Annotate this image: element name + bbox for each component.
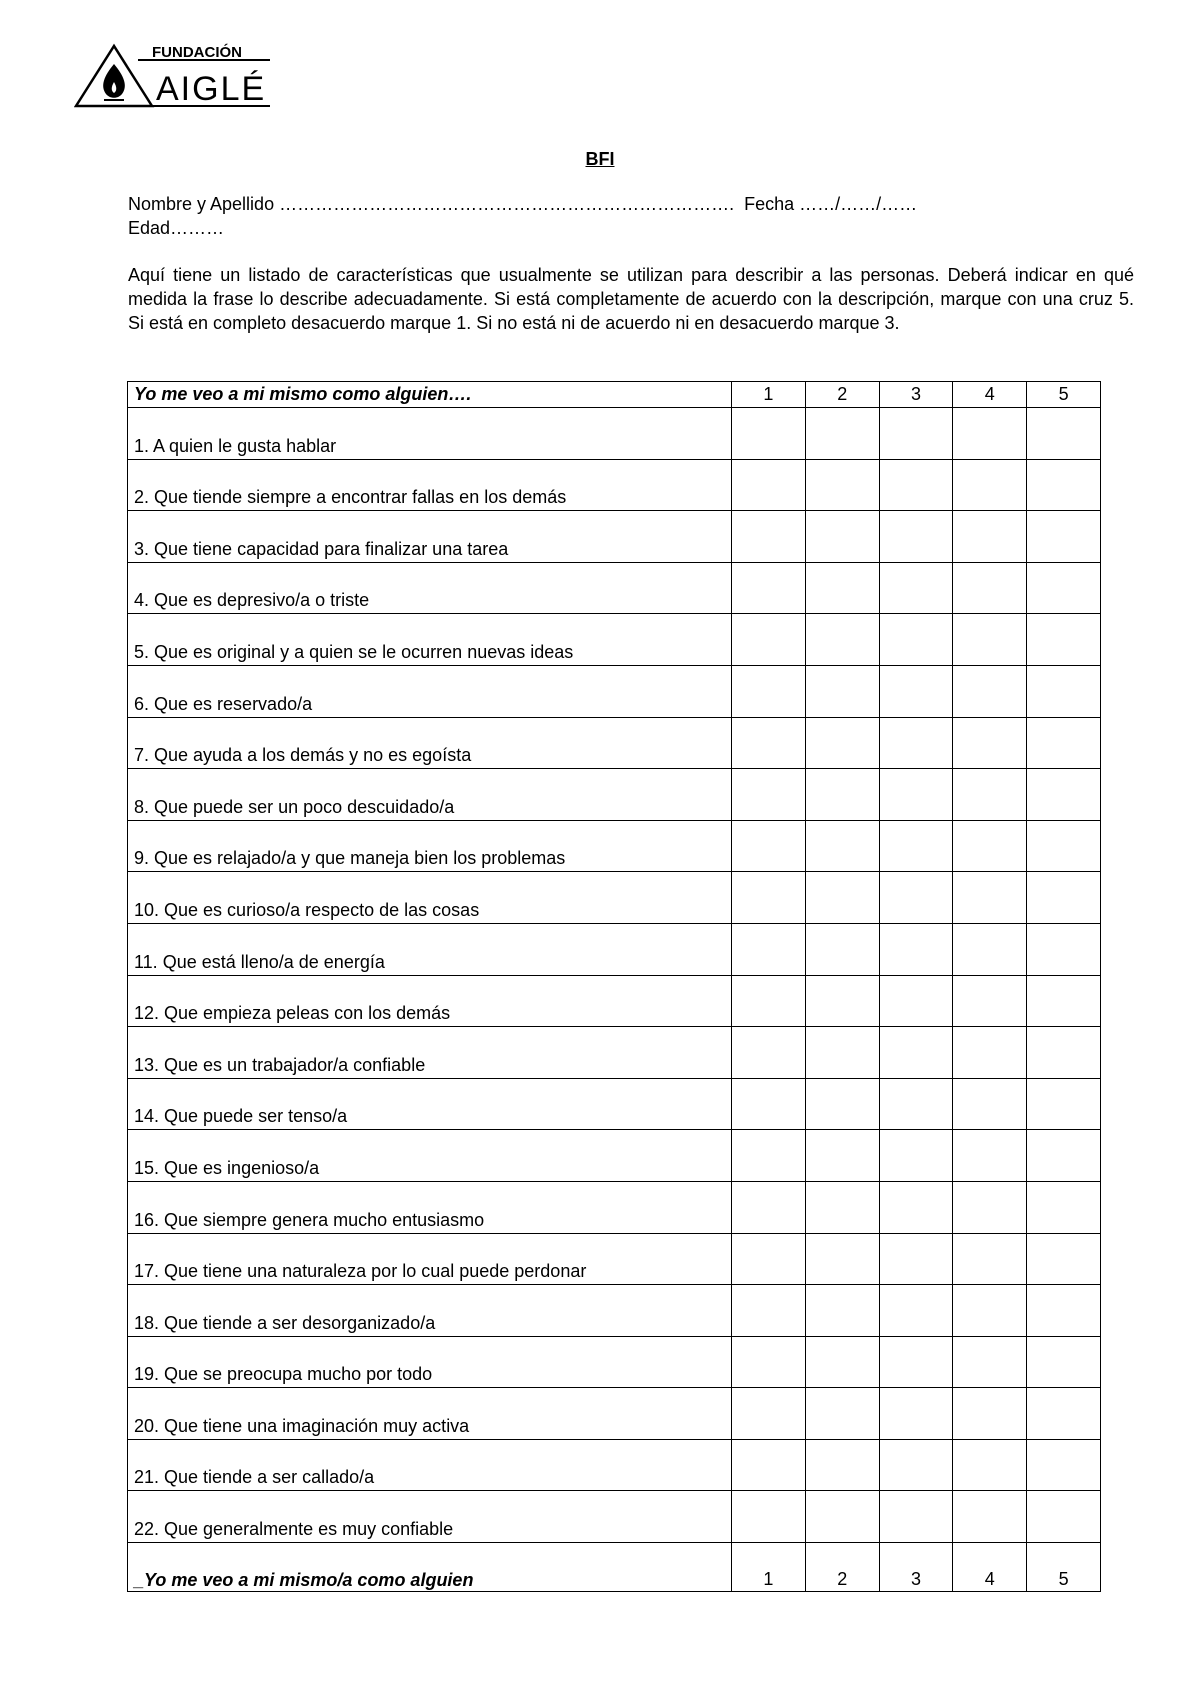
table-header-label: Yo me veo a mi mismo como alguien…. [128, 382, 732, 408]
bfi-questionnaire-table [127, 381, 1101, 1592]
answer-cell-4[interactable] [953, 717, 1027, 769]
item-label: 9. Que es relajado/a y que maneja bien los problemas [128, 820, 732, 872]
answer-cell-3[interactable] [879, 1439, 953, 1491]
name-date-fields[interactable]: Nombre y Apellido …………………………………………………………………. Fecha ……/……/…… [128, 194, 918, 214]
item-label: 11. Que está lleno/a de energía [128, 923, 732, 975]
answer-cell-1[interactable] [732, 872, 806, 924]
table-row [128, 1181, 1101, 1233]
answer-cell-5[interactable] [1027, 717, 1101, 769]
answer-cell-3[interactable] [879, 1233, 953, 1285]
answer-cell-4[interactable] [953, 1285, 1027, 1337]
answer-cell-2[interactable] [805, 1491, 879, 1543]
answer-cell-2[interactable] [805, 1233, 879, 1285]
table-row [128, 872, 1101, 924]
answer-cell-3[interactable] [879, 923, 953, 975]
answer-cell-4[interactable] [953, 923, 1027, 975]
answer-cell-1[interactable] [732, 1491, 806, 1543]
answer-cell-5[interactable] [1027, 872, 1101, 924]
answer-cell-2[interactable] [805, 1130, 879, 1182]
answer-cell-3[interactable] [879, 562, 953, 614]
item-label: 22. Que generalmente es muy confiable [128, 1491, 732, 1543]
item-label: 4. Que es depresivo/a o triste [128, 562, 732, 614]
answer-cell-2[interactable] [805, 923, 879, 975]
answer-cell-4[interactable] [953, 1388, 1027, 1440]
answer-cell-1[interactable] [732, 562, 806, 614]
item-label: 20. Que tiene una imaginación muy activa [128, 1388, 732, 1440]
item-label: 6. Que es reservado/a [128, 665, 732, 717]
answer-cell-3[interactable] [879, 872, 953, 924]
answer-cell-5[interactable] [1027, 1181, 1101, 1233]
answer-cell-3[interactable] [879, 408, 953, 460]
table-row [128, 1439, 1101, 1491]
answer-cell-2[interactable] [805, 665, 879, 717]
item-label: 13. Que es un trabajador/a confiable [128, 1027, 732, 1079]
page-title: BFI [585, 149, 615, 169]
answer-cell-1[interactable] [732, 1078, 806, 1130]
item-label: 14. Que puede ser tenso/a [128, 1078, 732, 1130]
column-footer-3: 3 [879, 1543, 953, 1592]
column-header-2: 2 [805, 382, 879, 408]
answer-cell-1[interactable] [732, 1388, 806, 1440]
item-label: 12. Que empieza peleas con los demás [128, 975, 732, 1027]
table-row [128, 665, 1101, 717]
table-row [128, 1336, 1101, 1388]
table-row [128, 820, 1101, 872]
flame-triangle-icon [76, 46, 152, 106]
answer-cell-5[interactable] [1027, 459, 1101, 511]
column-footer-1: 1 [732, 1543, 806, 1592]
answer-cell-1[interactable] [732, 975, 806, 1027]
answer-cell-4[interactable] [953, 872, 1027, 924]
table-row [128, 769, 1101, 821]
answer-cell-3[interactable] [879, 459, 953, 511]
answer-cell-2[interactable] [805, 1181, 879, 1233]
answer-cell-5[interactable] [1027, 1078, 1101, 1130]
answer-cell-5[interactable] [1027, 1388, 1101, 1440]
table-row [128, 1285, 1101, 1337]
table-header-row [128, 382, 1101, 408]
answer-cell-3[interactable] [879, 511, 953, 563]
item-label: 2. Que tiende siempre a encontrar fallas en los demás [128, 459, 732, 511]
column-footer-4: 4 [953, 1543, 1027, 1592]
answer-cell-4[interactable] [953, 562, 1027, 614]
answer-cell-1[interactable] [732, 408, 806, 460]
answer-cell-3[interactable] [879, 1336, 953, 1388]
item-label: 8. Que puede ser un poco descuidado/a [128, 769, 732, 821]
answer-cell-3[interactable] [879, 1027, 953, 1079]
answer-cell-4[interactable] [953, 665, 1027, 717]
answer-cell-3[interactable] [879, 769, 953, 821]
answer-cell-2[interactable] [805, 1336, 879, 1388]
answer-cell-5[interactable] [1027, 1491, 1101, 1543]
answer-cell-5[interactable] [1027, 1439, 1101, 1491]
column-footer-2: 2 [805, 1543, 879, 1592]
item-label: 7. Que ayuda a los demás y no es egoísta [128, 717, 732, 769]
answer-cell-3[interactable] [879, 1130, 953, 1182]
item-label: 3. Que tiene capacidad para finalizar una tarea [128, 511, 732, 563]
answer-cell-5[interactable] [1027, 1285, 1101, 1337]
table-row [128, 511, 1101, 563]
answer-cell-5[interactable] [1027, 1027, 1101, 1079]
fundacion-aigle-logo [74, 42, 272, 110]
instructions: Aquí tiene un listado de características que usualmente se utilizan para describir a las personas. Deberá indicar en qué medida la frase lo describe adecuadamente. Si está completamente de acuerdo con la descripción, marque con una cruz 5. Si está en completo desacuerdo marque 1. Si no está ni de acuerdo ni en desacuerdo marque 3. [128, 265, 1134, 333]
answer-cell-1[interactable] [732, 459, 806, 511]
answer-cell-5[interactable] [1027, 511, 1101, 563]
table-row [128, 717, 1101, 769]
answer-cell-4[interactable] [953, 1130, 1027, 1182]
answer-cell-5[interactable] [1027, 665, 1101, 717]
answer-cell-2[interactable] [805, 1078, 879, 1130]
item-label: 17. Que tiene una naturaleza por lo cual puede perdonar [128, 1233, 732, 1285]
table-row [128, 1130, 1101, 1182]
answer-cell-2[interactable] [805, 562, 879, 614]
answer-cell-5[interactable] [1027, 614, 1101, 666]
answer-cell-2[interactable] [805, 614, 879, 666]
answer-cell-4[interactable] [953, 1491, 1027, 1543]
answer-cell-2[interactable] [805, 1027, 879, 1079]
answer-cell-1[interactable] [732, 614, 806, 666]
table-row [128, 1078, 1101, 1130]
answer-cell-2[interactable] [805, 820, 879, 872]
answer-cell-4[interactable] [953, 820, 1027, 872]
column-header-1: 1 [732, 382, 806, 408]
table-footer-label: _Yo me veo a mi mismo/a como alguien [128, 1543, 732, 1592]
answer-cell-1[interactable] [732, 1233, 806, 1285]
answer-cell-3[interactable] [879, 820, 953, 872]
table-row [128, 408, 1101, 460]
answer-cell-5[interactable] [1027, 769, 1101, 821]
table-row [128, 614, 1101, 666]
answer-cell-4[interactable] [953, 459, 1027, 511]
answer-cell-2[interactable] [805, 1285, 879, 1337]
answer-cell-1[interactable] [732, 1439, 806, 1491]
item-label: 15. Que es ingenioso/a [128, 1130, 732, 1182]
table-row [128, 923, 1101, 975]
answer-cell-1[interactable] [732, 1027, 806, 1079]
answer-cell-1[interactable] [732, 1130, 806, 1182]
answer-cell-3[interactable] [879, 1285, 953, 1337]
answer-cell-1[interactable] [732, 769, 806, 821]
answer-cell-2[interactable] [805, 717, 879, 769]
answer-cell-1[interactable] [732, 820, 806, 872]
answer-cell-1[interactable] [732, 665, 806, 717]
answer-cell-1[interactable] [732, 1285, 806, 1337]
table-row [128, 975, 1101, 1027]
answer-cell-1[interactable] [732, 1336, 806, 1388]
table-footer-row [128, 1543, 1101, 1592]
answer-cell-1[interactable] [732, 717, 806, 769]
answer-cell-2[interactable] [805, 1388, 879, 1440]
answer-cell-1[interactable] [732, 1181, 806, 1233]
answer-cell-3[interactable] [879, 1388, 953, 1440]
item-label: 10. Que es curioso/a respecto de las cosas [128, 872, 732, 924]
answer-cell-2[interactable] [805, 872, 879, 924]
answer-cell-3[interactable] [879, 975, 953, 1027]
column-header-3: 3 [879, 382, 953, 408]
answer-cell-5[interactable] [1027, 975, 1101, 1027]
table-row [128, 459, 1101, 511]
age-field[interactable]: Edad……… [128, 218, 225, 238]
answer-cell-5[interactable] [1027, 1233, 1101, 1285]
item-label: 16. Que siempre genera mucho entusiasmo [128, 1181, 732, 1233]
answer-cell-4[interactable] [953, 408, 1027, 460]
answer-cell-4[interactable] [953, 975, 1027, 1027]
answer-cell-5[interactable] [1027, 1336, 1101, 1388]
answer-cell-2[interactable] [805, 511, 879, 563]
answer-cell-4[interactable] [953, 1336, 1027, 1388]
answer-cell-4[interactable] [953, 614, 1027, 666]
column-header-4: 4 [953, 382, 1027, 408]
item-label: 1. A quien le gusta hablar [128, 408, 732, 460]
answer-cell-3[interactable] [879, 614, 953, 666]
answer-cell-4[interactable] [953, 769, 1027, 821]
table-row [128, 1027, 1101, 1079]
table-row [128, 1388, 1101, 1440]
answer-cell-5[interactable] [1027, 1130, 1101, 1182]
answer-cell-3[interactable] [879, 1181, 953, 1233]
answer-cell-3[interactable] [879, 1078, 953, 1130]
answer-cell-4[interactable] [953, 511, 1027, 563]
answer-cell-3[interactable] [879, 665, 953, 717]
answer-cell-4[interactable] [953, 1078, 1027, 1130]
answer-cell-4[interactable] [953, 1233, 1027, 1285]
logo-line2: AIGLÉ [156, 70, 267, 108]
answer-cell-2[interactable] [805, 459, 879, 511]
answer-cell-4[interactable] [953, 1181, 1027, 1233]
table-row [128, 1491, 1101, 1543]
table-row [128, 562, 1101, 614]
answer-cell-3[interactable] [879, 1491, 953, 1543]
answer-cell-5[interactable] [1027, 923, 1101, 975]
answer-cell-2[interactable] [805, 1439, 879, 1491]
answer-cell-2[interactable] [805, 975, 879, 1027]
answer-cell-4[interactable] [953, 1439, 1027, 1491]
item-label: 18. Que tiende a ser desorganizado/a [128, 1285, 732, 1337]
logo-line1: FUNDACIÓN [152, 44, 242, 61]
item-label: 21. Que tiende a ser callado/a [128, 1439, 732, 1491]
answer-cell-2[interactable] [805, 769, 879, 821]
column-footer-5: 5 [1027, 1543, 1101, 1592]
answer-cell-5[interactable] [1027, 408, 1101, 460]
answer-cell-5[interactable] [1027, 562, 1101, 614]
answer-cell-3[interactable] [879, 717, 953, 769]
answer-cell-1[interactable] [732, 923, 806, 975]
table-row [128, 1233, 1101, 1285]
answer-cell-5[interactable] [1027, 820, 1101, 872]
item-label: 19. Que se preocupa mucho por todo [128, 1336, 732, 1388]
answer-cell-4[interactable] [953, 1027, 1027, 1079]
column-header-5: 5 [1027, 382, 1101, 408]
item-label: 5. Que es original y a quien se le ocurren nuevas ideas [128, 614, 732, 666]
answer-cell-2[interactable] [805, 408, 879, 460]
answer-cell-1[interactable] [732, 511, 806, 563]
